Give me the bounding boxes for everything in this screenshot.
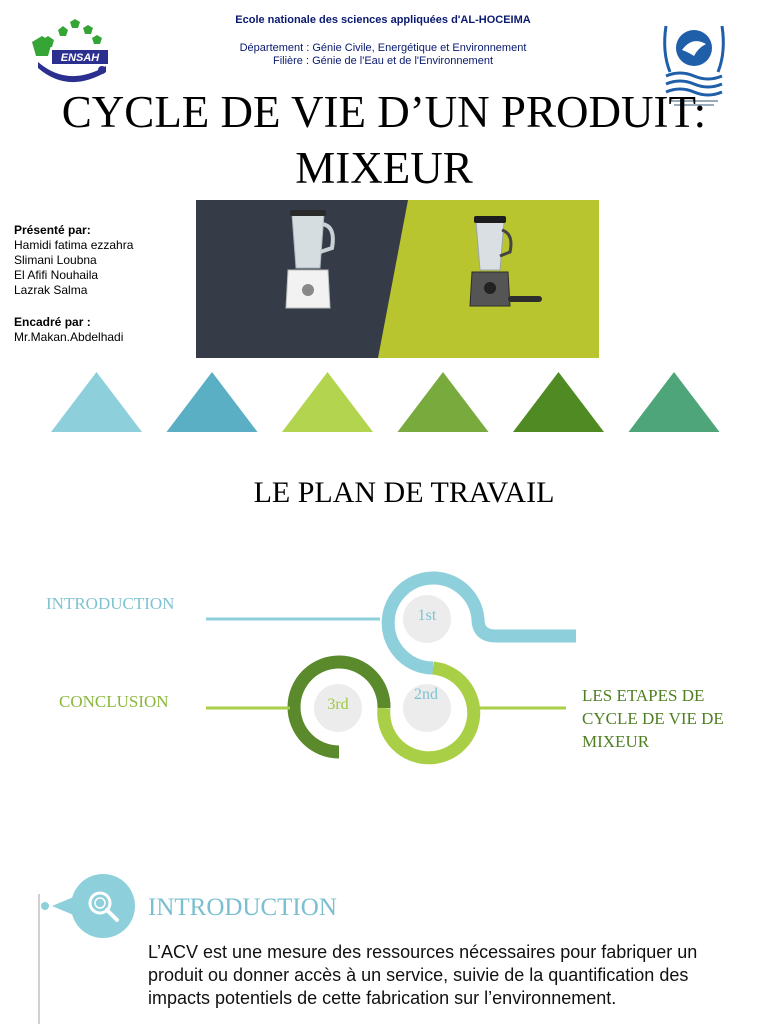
decorative-triangle (398, 372, 489, 432)
supervisor-heading: Encadré par : (14, 315, 91, 329)
blender-banner-image (196, 200, 599, 358)
school-name: Ecole nationale des sciences appliquées d'AL-HOCEIMA (235, 14, 531, 26)
plan-item-introduction: INTRODUCTION (46, 594, 175, 613)
timeline-dot (41, 902, 49, 910)
plan-title: LE PLAN DE TRAVAIL (253, 476, 555, 509)
decorative-triangle (167, 372, 258, 432)
decorative-triangle (513, 372, 604, 432)
decorative-triangle (629, 372, 720, 432)
plan-item-conclusion: CONCLUSION (59, 692, 169, 711)
department-info (160, 42, 606, 68)
filiere-line: Filière : Génie de l'Eau et de l'Environnement (272, 55, 494, 67)
title-line-2: MIXEUR (295, 143, 473, 193)
step-number-2: 2nd (414, 686, 438, 703)
svg-text:ENSAH: ENSAH (60, 52, 100, 64)
presenter-name: Lazrak Salma (14, 283, 88, 297)
presenter-name: Hamidi fatima ezzahra (14, 238, 134, 252)
presenters-heading: Présenté par: (14, 223, 91, 237)
decorative-triangle (51, 372, 142, 432)
decorative-triangles (0, 370, 768, 434)
intro-heading: INTRODUCTION (148, 894, 337, 921)
step-number-1: 1st (417, 607, 437, 624)
presenters-block (14, 223, 133, 345)
intro-timeline (30, 866, 150, 1024)
intro-paragraph: L’ACV est une mesure des ressources nécessaires pour fabriquer un produit ou donner accès à un service, suivie de la quantification des impacts potentiels de cette fabrication sur l’environnement. (148, 942, 698, 1008)
plan-item-etapes: LES ETAPES DE CYCLE DE VIE DE MIXEUR (582, 686, 724, 751)
decorative-triangle (282, 372, 373, 432)
presenter-name: El Afifi Nouhaila (14, 268, 99, 282)
presenter-name: Slimani Loubna (14, 253, 97, 267)
department-line: Département : Génie Civile, Energétique et Environnement (239, 42, 527, 54)
ensah-logo (28, 18, 112, 84)
title-line-1: CYCLE DE VIE D’UN PRODUIT: (61, 87, 707, 137)
page-title (0, 84, 768, 196)
intro-badge (71, 874, 135, 938)
step-number-3: 3rd (327, 696, 349, 713)
supervisor-name: Mr.Makan.Abdelhadi (14, 330, 124, 344)
